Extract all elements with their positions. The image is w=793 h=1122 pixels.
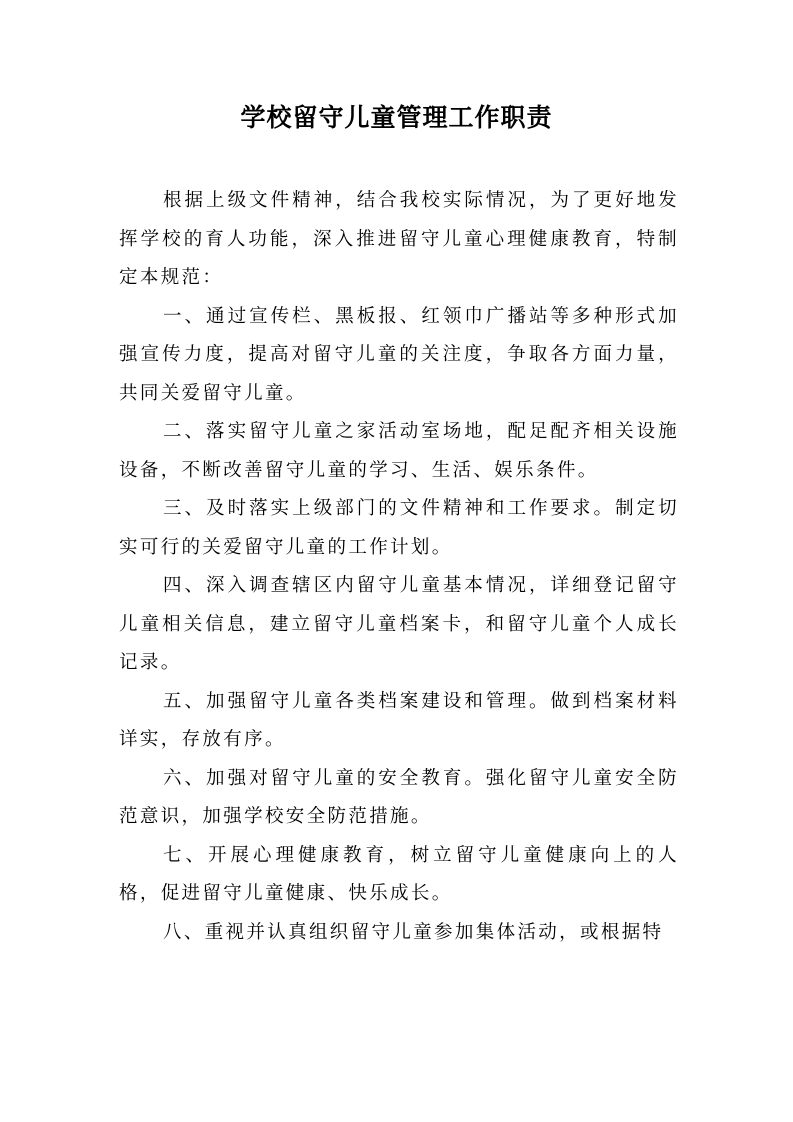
paragraph-item-3: 三、及时落实上级部门的文件精神和工作要求。制定切实可行的关爱留守儿童的工作计划。 (119, 498, 679, 558)
paragraph-item-5: 五、加强留守儿童各类档案建设和管理。做到档案材料详实，存放有序。 (119, 690, 679, 750)
document-title: 学校留守儿童管理工作职责 (240, 103, 553, 132)
paragraph-item-7: 七、开展心理健康教育，树立留守儿童健康向上的人格，促进留守儿童健康、快乐成长。 (119, 844, 679, 904)
paragraph-item-1: 一、通过宣传栏、黑板报、红领巾广播站等多种形式加强宣传力度，提高对留守儿童的关注度，争取各方面力量，共同关爱留守儿童。 (119, 305, 679, 404)
paragraph-item-6: 六、加强对留守儿童的安全教育。强化留守儿童安全防范意识，加强学校安全防范措施。 (119, 767, 679, 827)
document-body (119, 182, 679, 952)
paragraph-intro: 根据上级文件精神，结合我校实际情况，为了更好地发挥学校的育人功能，深入推进留守儿童心理健康教育，特制定本规范： (119, 190, 679, 288)
paragraph-item-4: 四、深入调查辖区内留守儿童基本情况，详细登记留守儿童相关信息，建立留守儿童档案卡，和留守儿童个人成长记录。 (119, 575, 679, 673)
paragraph-item-8: 八、重视并认真组织留守儿童参加集体活动，或根据特 (163, 921, 664, 943)
paragraph-item-2: 二、落实留守儿童之家活动室场地，配足配齐相关设施设备，不断改善留守儿童的学习、生活、娱乐条件。 (119, 421, 679, 481)
